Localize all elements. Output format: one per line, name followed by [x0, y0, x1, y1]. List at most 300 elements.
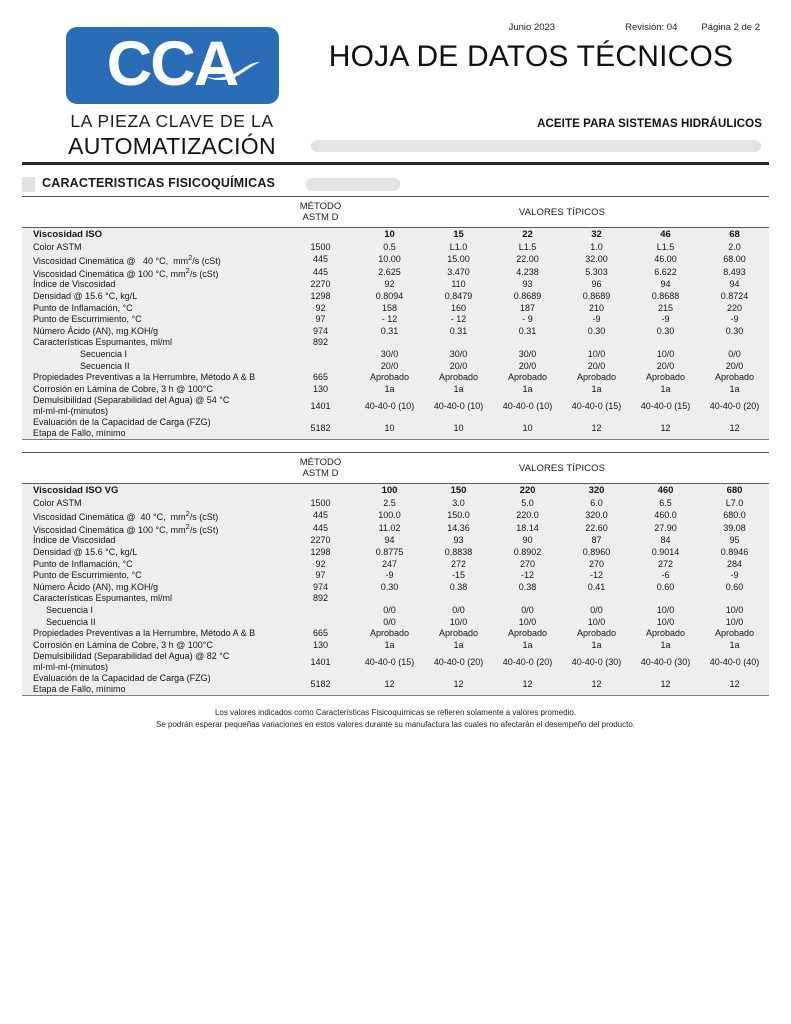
section-header [22, 176, 769, 194]
row-label: Demulsibilidad (Separabilidad del Agua) @ 82 °C ml-ml-ml-(minutos) [22, 651, 286, 673]
table-header-row [22, 453, 769, 484]
table-row [22, 371, 769, 383]
row-value: 12 [700, 417, 769, 439]
row-value: 22.00 [493, 253, 562, 266]
table-row [22, 337, 769, 349]
row-value: 0.30 [700, 325, 769, 337]
row-value: 0/0 [355, 604, 424, 616]
row-label: Características Espumantes, ml/ml [22, 593, 286, 605]
row-value: Aprobado [631, 627, 700, 639]
row-value: 1a [562, 639, 631, 651]
row-method: 1500 [286, 497, 355, 509]
meta-page-number: Página 2 de 2 [701, 22, 760, 33]
row-value: 220 [700, 302, 769, 314]
section-accent-bar [306, 178, 400, 191]
row-value: 1a [631, 639, 700, 651]
row-value: Aprobado [355, 627, 424, 639]
row-value: 0.31 [424, 325, 493, 337]
row-value: 30/0 [424, 348, 493, 360]
row-value: 1a [700, 639, 769, 651]
row-method: 5182 [286, 417, 355, 439]
row-value: 0.8094 [355, 290, 424, 302]
row-method: 665 [286, 371, 355, 383]
row-value: 5.0 [493, 497, 562, 509]
grade-value: 22 [493, 228, 562, 242]
row-value: 94 [700, 279, 769, 291]
company-logo [57, 27, 287, 160]
table-row [22, 253, 769, 266]
row-value: 187 [493, 302, 562, 314]
row-value [493, 337, 562, 349]
row-label: Secuencia I [22, 604, 286, 616]
row-value: 39.08 [700, 522, 769, 535]
row-value: 247 [355, 558, 424, 570]
row-value: 10 [424, 417, 493, 439]
table-row [22, 627, 769, 639]
logo-badge [66, 27, 279, 104]
row-label: Viscosidad Cinemática @ 100 °C, $mm^2/s$ (cSt) [22, 522, 286, 535]
header-blank-cell [22, 453, 286, 484]
row-method: 974 [286, 581, 355, 593]
row-value: 100.0 [355, 509, 424, 522]
row-value: - 12 [424, 313, 493, 325]
row-value: 0.8902 [493, 546, 562, 558]
row-value: 20/0 [493, 360, 562, 372]
row-value: 1a [631, 383, 700, 395]
row-value [355, 337, 424, 349]
row-method: 665 [286, 627, 355, 639]
row-value: -12 [562, 569, 631, 581]
row-value [355, 593, 424, 605]
row-value: 0.30 [631, 325, 700, 337]
row-value: 1a [424, 639, 493, 651]
spec-table-iso-vg [22, 452, 769, 695]
row-value: Aprobado [493, 627, 562, 639]
row-value: 20/0 [631, 360, 700, 372]
row-value: 0.8479 [424, 290, 493, 302]
row-label: Punto de Escurrimiento, °C [22, 313, 286, 325]
row-value: 10 [493, 417, 562, 439]
row-value: 1a [355, 383, 424, 395]
table-row [22, 593, 769, 605]
row-value [493, 593, 562, 605]
row-value [562, 593, 631, 605]
grade-row [22, 228, 769, 242]
row-value: L7.0 [700, 497, 769, 509]
row-method: 1500 [286, 241, 355, 253]
row-value: 0.38 [493, 581, 562, 593]
row-value: 84 [631, 535, 700, 547]
row-label: Número Ácido (AN), mg KOH/g [22, 581, 286, 593]
row-method: 130 [286, 383, 355, 395]
row-value: 0.8960 [562, 546, 631, 558]
row-value: 40-40-0 (10) [355, 395, 424, 417]
table-row [22, 313, 769, 325]
row-label: Secuencia II [22, 360, 286, 372]
row-label: Densidad @ 15.6 °C, kg/L [22, 290, 286, 302]
row-value: 2.0 [700, 241, 769, 253]
row-value: 10.00 [355, 253, 424, 266]
row-label: Índice de Viscosidad [22, 279, 286, 291]
row-value: 0.31 [493, 325, 562, 337]
row-method: 97 [286, 569, 355, 581]
table-row [22, 651, 769, 673]
row-value: 20/0 [355, 360, 424, 372]
row-value [700, 593, 769, 605]
row-value: 0.41 [562, 581, 631, 593]
row-method: 92 [286, 558, 355, 570]
row-label: Corrosión en Lámina de Cobre, 3 h @ 100°C [22, 639, 286, 651]
spec-table-iso-container [22, 196, 769, 440]
row-value: 10/0 [631, 348, 700, 360]
row-method: 445 [286, 509, 355, 522]
row-value: 8.493 [700, 266, 769, 279]
row-method: 2270 [286, 535, 355, 547]
row-value: 0/0 [493, 604, 562, 616]
row-value: 1a [424, 383, 493, 395]
row-value: 87 [562, 535, 631, 547]
row-method: 1298 [286, 546, 355, 558]
row-value: 3.470 [424, 266, 493, 279]
row-value: 40-40-0 (30) [631, 651, 700, 673]
row-value: 0/0 [424, 604, 493, 616]
row-method: 974 [286, 325, 355, 337]
row-value: 30/0 [493, 348, 562, 360]
table-row [22, 509, 769, 522]
table-row [22, 639, 769, 651]
row-value: 12 [355, 673, 424, 695]
row-value: 20/0 [700, 360, 769, 372]
spec-table-iso-vg-container [22, 452, 769, 696]
table-row [22, 360, 769, 372]
row-value: 46.00 [631, 253, 700, 266]
header-typical-values-cell: VALORES TÍPICOS [355, 197, 769, 228]
row-value: 6.622 [631, 266, 700, 279]
header-accent-bar [311, 140, 761, 152]
grade-value: 460 [631, 484, 700, 498]
row-value: 68.00 [700, 253, 769, 266]
row-value: 6.0 [562, 497, 631, 509]
row-value: 1a [700, 383, 769, 395]
row-method: 5182 [286, 673, 355, 695]
table-row [22, 604, 769, 616]
footnote-line-1: Los valores indicados como Características Fisicoquímicas se refieren solamente a valores promedio. [214, 708, 577, 717]
header-blank-cell [22, 197, 286, 228]
row-value: 0.9014 [631, 546, 700, 558]
row-value: 12 [493, 673, 562, 695]
row-label: Secuencia I [22, 348, 286, 360]
row-label: Características Espumantes, ml/ml [22, 337, 286, 349]
row-method: 445 [286, 253, 355, 266]
row-label: Punto de Inflamación, °C [22, 558, 286, 570]
row-value: Aprobado [700, 371, 769, 383]
row-value: Aprobado [424, 627, 493, 639]
row-value: 30/0 [355, 348, 424, 360]
row-value: -9 [700, 569, 769, 581]
row-value: 40-40-0 (40) [700, 651, 769, 673]
row-value: 12 [631, 673, 700, 695]
row-value: 11.02 [355, 522, 424, 535]
table-body-iso [22, 197, 769, 439]
row-value: 0/0 [355, 616, 424, 628]
grade-value: 32 [562, 228, 631, 242]
table-row [22, 417, 769, 439]
swoosh-icon [203, 60, 261, 82]
table-row [22, 673, 769, 695]
row-value: 22.60 [562, 522, 631, 535]
grade-row-method [286, 228, 355, 242]
row-value: 272 [424, 558, 493, 570]
grade-value: 100 [355, 484, 424, 498]
document-header [0, 0, 791, 160]
row-value: 10/0 [562, 616, 631, 628]
row-label: Viscosidad Cinemática @ 100 °C, $mm^2/s$ (cSt) [22, 266, 286, 279]
row-method: 445 [286, 522, 355, 535]
row-value: 0.8838 [424, 546, 493, 558]
row-value: 27.90 [631, 522, 700, 535]
row-label: Propiedades Preventivas a la Herrumbre, Método A & B [22, 627, 286, 639]
row-value: 10/0 [631, 604, 700, 616]
row-value: 12 [562, 673, 631, 695]
table-row [22, 558, 769, 570]
row-value: L1.5 [631, 241, 700, 253]
row-value: Aprobado [562, 627, 631, 639]
row-value: 12 [424, 673, 493, 695]
row-value: 40-40-0 (15) [355, 651, 424, 673]
row-value: 158 [355, 302, 424, 314]
row-value: 0.8775 [355, 546, 424, 558]
row-value: 0/0 [562, 604, 631, 616]
row-value: 20/0 [424, 360, 493, 372]
row-value: -9 [700, 313, 769, 325]
row-value: 90 [493, 535, 562, 547]
row-value: 0.60 [631, 581, 700, 593]
product-subtitle: ACEITE PARA SISTEMAS HIDRÁULICOS [537, 118, 762, 130]
row-value: 10/0 [562, 348, 631, 360]
row-value: -9 [355, 569, 424, 581]
row-value: 150.0 [424, 509, 493, 522]
row-value: 10/0 [700, 604, 769, 616]
row-value: 10/0 [700, 616, 769, 628]
row-value: L1.5 [493, 241, 562, 253]
row-value: 93 [424, 535, 493, 547]
row-value [631, 337, 700, 349]
row-value: 18.14 [493, 522, 562, 535]
row-value: 1a [562, 383, 631, 395]
row-value: 0.8946 [700, 546, 769, 558]
row-value: 110 [424, 279, 493, 291]
row-value: L1.0 [424, 241, 493, 253]
table-row [22, 241, 769, 253]
grade-value: 10 [355, 228, 424, 242]
footnote [22, 707, 769, 731]
grade-row [22, 484, 769, 498]
row-label: Demulsibilidad (Separabilidad del Agua) @ 54 °C ml-ml-ml-(minutos) [22, 395, 286, 417]
row-value: 40-40-0 (30) [562, 651, 631, 673]
table-row [22, 546, 769, 558]
row-method [286, 616, 355, 628]
table-body-iso-vg [22, 453, 769, 695]
row-value: 0.38 [424, 581, 493, 593]
row-method: 92 [286, 302, 355, 314]
row-value: -6 [631, 569, 700, 581]
section-marker [22, 177, 35, 192]
row-method: 97 [286, 313, 355, 325]
row-value: 320.0 [562, 509, 631, 522]
section-title: CARACTERISTICAS FISICOQUÍMICAS [42, 176, 276, 190]
row-value: Aprobado [631, 371, 700, 383]
row-method: 1401 [286, 651, 355, 673]
grade-row-label: Viscosidad ISO [22, 228, 286, 242]
row-value: -9 [631, 313, 700, 325]
footnote-line-2: Se podrán esperar pequeñas variaciones en estos valores durante su manufactura las cuales no afectarán el desempeño del producto. [156, 720, 635, 729]
row-value: 1a [493, 383, 562, 395]
row-value: 3.0 [424, 497, 493, 509]
row-value: -15 [424, 569, 493, 581]
row-value: 2.5 [355, 497, 424, 509]
row-value: Aprobado [493, 371, 562, 383]
table-row [22, 348, 769, 360]
row-value: 93 [493, 279, 562, 291]
row-value [700, 337, 769, 349]
row-value: Aprobado [424, 371, 493, 383]
row-value: 40-40-0 (15) [631, 395, 700, 417]
header-method-cell: MÉTODO ASTM D [286, 197, 355, 228]
row-value: 0.5 [355, 241, 424, 253]
row-value: 5.303 [562, 266, 631, 279]
header-typical-values-cell: VALORES TÍPICOS [355, 453, 769, 484]
grade-value: 15 [424, 228, 493, 242]
row-label: Punto de Escurrimiento, °C [22, 569, 286, 581]
table-row [22, 383, 769, 395]
logo-tagline-line-1: LA PIEZA CLAVE DE LA [70, 111, 274, 131]
table-row [22, 279, 769, 291]
row-label: Evaluación de la Capacidad de Carga (FZG) Etapa de Fallo, mínimo [22, 417, 286, 439]
row-label: Viscosidad Cinemática @ 40 °C, $mm^2/s$ (cSt) [22, 509, 286, 522]
row-label: Color ASTM [22, 497, 286, 509]
row-label: Viscosidad Cinemática @ 40 °C, $mm^2/s$ (cSt) [22, 253, 286, 266]
row-value [424, 337, 493, 349]
row-value: 95 [700, 535, 769, 547]
row-method [286, 348, 355, 360]
row-value: 14.36 [424, 522, 493, 535]
grade-value: 46 [631, 228, 700, 242]
row-value: Aprobado [355, 371, 424, 383]
row-value: 680.0 [700, 509, 769, 522]
row-value: Aprobado [562, 371, 631, 383]
row-label: Propiedades Preventivas a la Herrumbre, Método A & B [22, 371, 286, 383]
row-value: 10/0 [493, 616, 562, 628]
table-row [22, 581, 769, 593]
row-value: 0.8689 [562, 290, 631, 302]
row-value: 94 [355, 535, 424, 547]
row-value: 96 [562, 279, 631, 291]
row-value: 4.238 [493, 266, 562, 279]
row-value: 0.31 [355, 325, 424, 337]
grade-row-method [286, 484, 355, 498]
row-value [424, 593, 493, 605]
row-label: Color ASTM [22, 241, 286, 253]
row-value: 40-40-0 (20) [493, 651, 562, 673]
table-row [22, 569, 769, 581]
row-value [562, 337, 631, 349]
header-method-cell: MÉTODO ASTM D [286, 453, 355, 484]
row-value: 0/0 [700, 348, 769, 360]
row-value: 272 [631, 558, 700, 570]
table-bottom-rule [22, 695, 769, 696]
row-value: - 12 [355, 313, 424, 325]
document-meta [400, 22, 760, 33]
row-value [631, 593, 700, 605]
row-label: Evaluación de la Capacidad de Carga (FZG) Etapa de Fallo, mínimo [22, 673, 286, 695]
grade-value: 680 [700, 484, 769, 498]
row-value: -12 [493, 569, 562, 581]
row-method: 130 [286, 639, 355, 651]
row-method: 1401 [286, 395, 355, 417]
table-row [22, 325, 769, 337]
row-label: Número Ácido (AN), mg KOH/g [22, 325, 286, 337]
row-value: 160 [424, 302, 493, 314]
row-value: 10 [355, 417, 424, 439]
row-value: 40-40-0 (20) [700, 395, 769, 417]
row-value: 40-40-0 (15) [562, 395, 631, 417]
table-bottom-rule [22, 439, 769, 440]
row-value: - 9 [493, 313, 562, 325]
row-method: 892 [286, 337, 355, 349]
row-value: 270 [493, 558, 562, 570]
row-label: Densidad @ 15.6 °C, kg/L [22, 546, 286, 558]
row-value: 1.0 [562, 241, 631, 253]
table-row [22, 535, 769, 547]
table-row [22, 616, 769, 628]
table-header-row [22, 197, 769, 228]
row-value: 0.60 [700, 581, 769, 593]
row-value: 6.5 [631, 497, 700, 509]
table-row [22, 497, 769, 509]
row-method: 892 [286, 593, 355, 605]
row-method [286, 360, 355, 372]
row-value: 10/0 [424, 616, 493, 628]
grade-row-label: Viscosidad ISO VG [22, 484, 286, 498]
row-value: 2.625 [355, 266, 424, 279]
logo-tagline-line-2: AUTOMATIZACIÓN [68, 133, 276, 159]
row-value: 20/0 [562, 360, 631, 372]
table-row [22, 266, 769, 279]
row-value: 0.8689 [493, 290, 562, 302]
row-label: Secuencia II [22, 616, 286, 628]
row-value: 1a [493, 639, 562, 651]
row-value: 94 [631, 279, 700, 291]
row-value: 0.30 [355, 581, 424, 593]
row-value: 40-40-0 (20) [424, 651, 493, 673]
row-value: 284 [700, 558, 769, 570]
row-value: 12 [631, 417, 700, 439]
row-label: Punto de Inflamación, °C [22, 302, 286, 314]
grade-value: 68 [700, 228, 769, 242]
row-label: Índice de Viscosidad [22, 535, 286, 547]
table-row [22, 522, 769, 535]
table-row [22, 302, 769, 314]
grade-value: 220 [493, 484, 562, 498]
row-value: Aprobado [700, 627, 769, 639]
row-value: 10/0 [631, 616, 700, 628]
row-value: 40-40-0 (10) [424, 395, 493, 417]
row-value: 0.8724 [700, 290, 769, 302]
meta-revision: Revisión: 04 [625, 22, 678, 33]
row-value: 215 [631, 302, 700, 314]
page-title: HOJA DE DATOS TÉCNICOS [328, 40, 734, 73]
row-value: 12 [562, 417, 631, 439]
